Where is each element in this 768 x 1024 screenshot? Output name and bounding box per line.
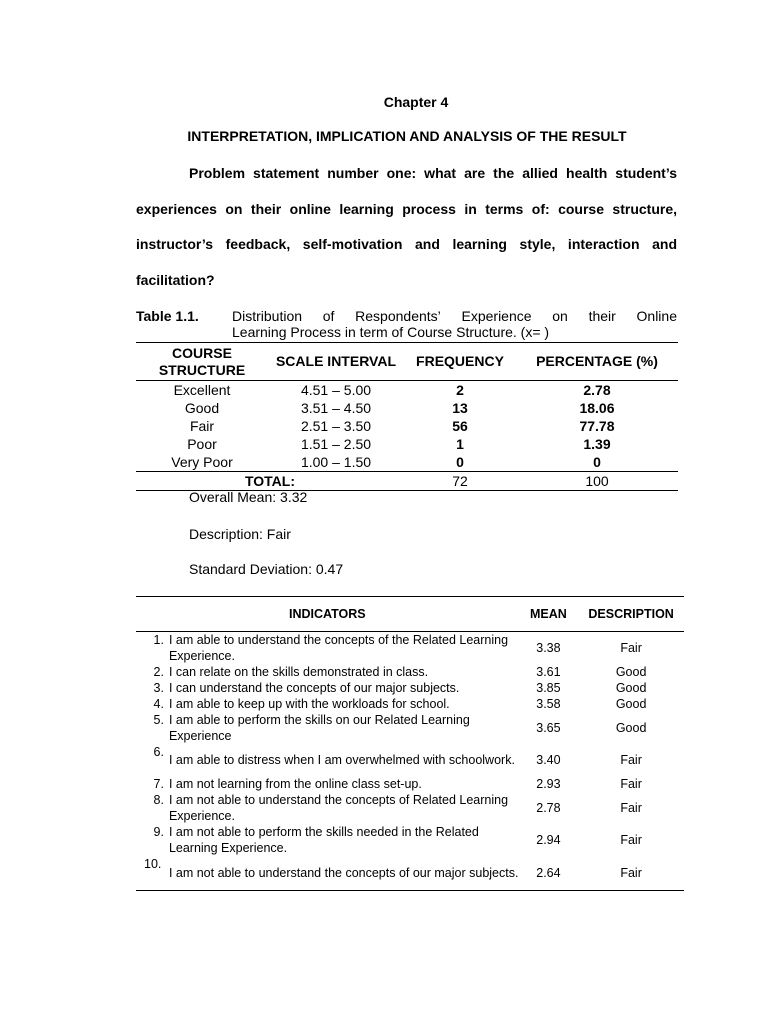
mean-value: 2.93: [536, 777, 561, 791]
indicators-table: [136, 596, 684, 891]
indicator-number: 3.: [153, 681, 164, 695]
header-indicators: INDICATORS: [289, 607, 366, 621]
structure-cell: Excellent: [173, 382, 231, 398]
percentage-cell: 2.78: [583, 382, 611, 398]
page-title: INTERPRETATION, IMPLICATION AND ANALYSIS OF THE RESULT: [187, 128, 627, 144]
indicator-text: I am able to distress when I am overwhelmed with schoolwork.: [168, 753, 515, 767]
table-row: [136, 399, 678, 417]
indicator-number: 6.: [153, 745, 164, 759]
total-frequency: 72: [404, 472, 516, 491]
mean-value: 3.65: [536, 721, 561, 735]
table-caption: [136, 308, 677, 340]
caption-line-2: Learning Process in term of Course Structure. (x= ): [232, 324, 550, 340]
table-row: [136, 664, 684, 680]
frequency-cell: 2: [456, 382, 464, 398]
interval-cell: 2.51 – 3.50: [300, 418, 372, 434]
header-mean: [519, 597, 579, 632]
structure-cell: Fair: [189, 418, 215, 434]
total-label: TOTAL:: [136, 472, 404, 491]
description-value: Fair: [620, 641, 642, 655]
caption-word: Respondents’: [355, 308, 441, 324]
indicator-number: 8.: [153, 793, 164, 807]
table-row: [136, 435, 678, 453]
indicator-text: I can relate on the skills demonstrated in class.: [168, 665, 429, 679]
header-frequency: FREQUENCY: [416, 353, 504, 369]
description-value: Fair: [620, 833, 642, 847]
table-row: [136, 776, 684, 792]
interval-cell: 4.51 – 5.00: [300, 382, 372, 398]
mean-value: 2.78: [536, 801, 561, 815]
indicator-text: I am able to understand the concepts of the Related Learning Experience.: [168, 633, 509, 663]
overall-description: Description: Fair: [189, 526, 291, 542]
description-value: Good: [615, 697, 647, 711]
caption-word: Experience: [461, 308, 532, 324]
indicator-number: 7.: [153, 777, 164, 791]
indicator-number: 5.: [153, 713, 164, 727]
mean-value: 2.64: [519, 856, 579, 890]
caption-word: their: [588, 308, 616, 324]
overall-mean: Overall Mean: 3.32: [189, 489, 308, 505]
indicator-number: 9.: [153, 825, 164, 839]
mean-value: 2.94: [536, 833, 561, 847]
structure-cell: Very Poor: [171, 454, 233, 470]
mean-value: 3.85: [536, 681, 561, 695]
mean-value: 3.38: [536, 641, 561, 655]
table-row: [136, 453, 678, 472]
standard-deviation: Standard Deviation: 0.47: [189, 561, 344, 577]
table-row: [136, 856, 684, 890]
indicator-text: I am not able to understand the concepts of Related Learning Experience.: [168, 793, 509, 823]
problem-statement: Problem statement number one: what are the allied health student’s experiences on their online learning process in terms of: course structure, instructor’s feedback, self-motivation and learning style, interaction and facilitation?: [136, 165, 677, 288]
indicator-text: I am not learning from the online class set-up.: [168, 777, 422, 791]
indicator-text: I can understand the concepts of our major subjects.: [168, 681, 460, 695]
caption-line-1: [232, 308, 677, 324]
indicator-text: I am able to keep up with the workloads for school.: [168, 697, 450, 711]
header-percentage: PERCENTAGE (%): [536, 353, 658, 369]
indicator-text: I am not able to perform the skills needed in the Related Learning Experience.: [168, 825, 479, 855]
frequency-cell: 0: [456, 454, 464, 470]
description-value: Good: [615, 665, 647, 679]
table-row: [136, 632, 684, 665]
frequency-cell: 1: [456, 436, 464, 452]
interval-cell: 1.51 – 2.50: [300, 436, 372, 452]
description-value: Fair: [620, 801, 642, 815]
table-row: [136, 696, 684, 712]
table-row: [136, 680, 684, 696]
caption-word: Online: [636, 308, 677, 324]
indicator-text: I am able to perform the skills on our Related Learning Experience: [168, 713, 470, 743]
table-row: [136, 824, 684, 856]
table-row: [136, 417, 678, 435]
percentage-cell: 0: [593, 454, 601, 470]
indicator-text: I am not able to understand the concepts of our major subjects.: [169, 856, 519, 890]
mean-value: 3.58: [536, 697, 561, 711]
percentage-cell: 18.06: [579, 400, 615, 416]
mean-value: 3.40: [536, 753, 561, 767]
header-scale-interval: SCALE INTERVAL: [275, 353, 397, 369]
header-description-text: DESCRIPTION: [588, 607, 674, 621]
mean-value: 3.61: [536, 665, 561, 679]
indicator-number: 10.: [136, 856, 169, 890]
structure-cell: Good: [184, 400, 220, 416]
description-value: Fair: [620, 753, 642, 767]
header-description: [578, 597, 684, 632]
indicator-number: 1.: [153, 633, 164, 647]
table-row: [136, 381, 678, 400]
table-row: [136, 792, 684, 824]
structure-cell: Poor: [187, 436, 217, 452]
percentage-cell: 1.39: [583, 436, 611, 452]
table-row: [136, 712, 684, 744]
caption-word: on: [552, 308, 568, 324]
description-value: Fair: [578, 856, 684, 890]
total-percentage: 100: [516, 472, 678, 491]
interval-cell: 3.51 – 4.50: [300, 400, 372, 416]
caption-word: Distribution: [232, 308, 303, 324]
course-structure-table: [136, 342, 678, 491]
table-label: Table 1.1.: [136, 308, 199, 324]
indicator-number: 2.: [153, 665, 164, 679]
interval-cell: 1.00 – 1.50: [300, 454, 372, 470]
description-value: Fair: [620, 777, 642, 791]
header-mean-text: MEAN: [530, 607, 567, 621]
description-value: Good: [615, 721, 647, 735]
chapter-heading: Chapter 4: [383, 94, 449, 110]
total-row: [136, 472, 678, 491]
frequency-cell: 13: [452, 400, 468, 416]
table-row: [136, 744, 684, 776]
frequency-cell: 56: [452, 418, 468, 434]
indicator-number: 4.: [153, 697, 164, 711]
percentage-cell: 77.78: [579, 418, 615, 434]
header-course-structure: COURSE STRUCTURE: [158, 344, 246, 378]
caption-word: of: [322, 308, 335, 324]
description-value: Good: [615, 681, 647, 695]
